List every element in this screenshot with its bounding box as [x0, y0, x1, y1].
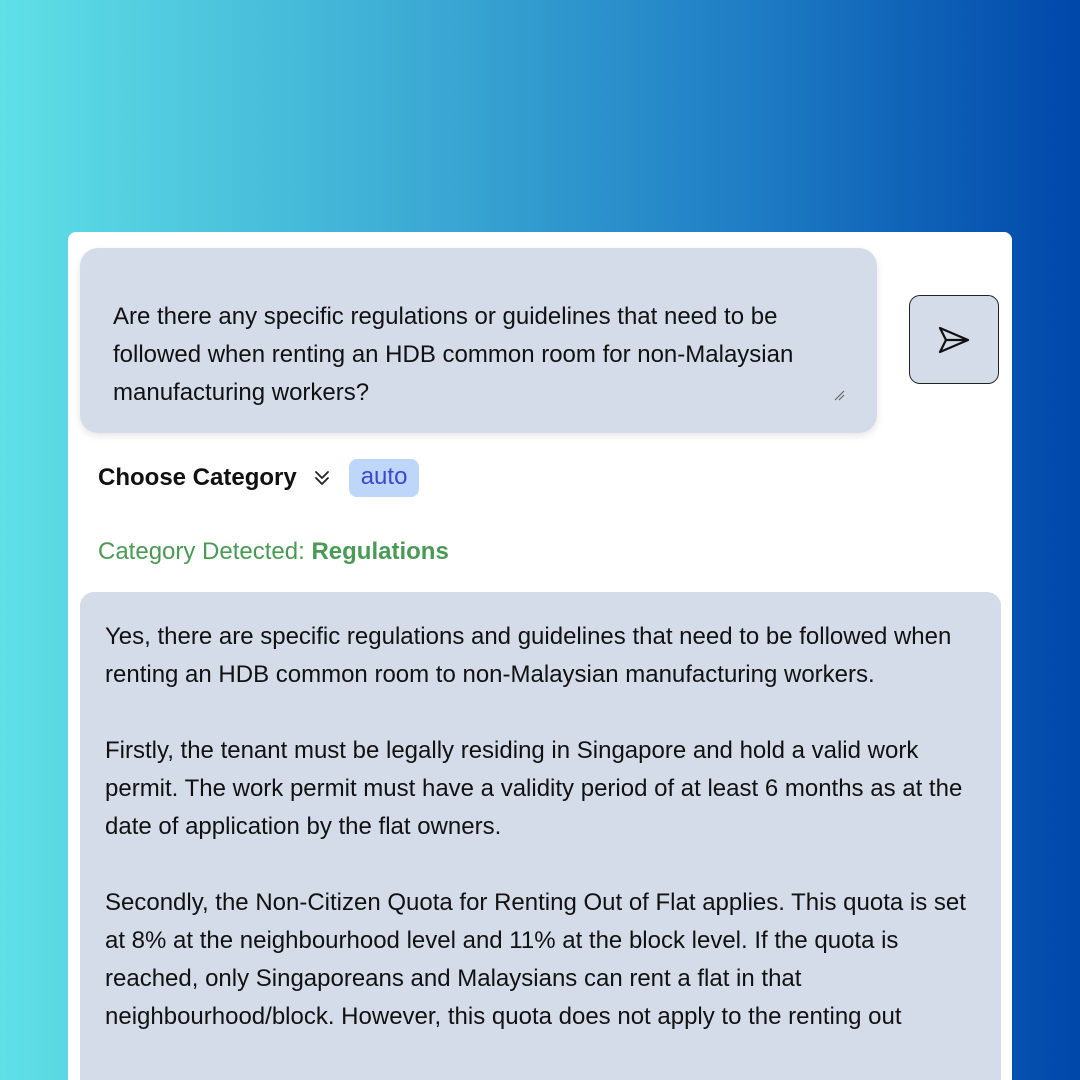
- category-detected-label: Category Detected:: [98, 538, 312, 565]
- query-text[interactable]: Are there any specific regulations or guidelines that need to be followed when renting an HDB common room for non-Malaysian manufacturing workers?: [113, 303, 800, 406]
- category-detected-value: Regulations: [311, 538, 449, 565]
- send-button[interactable]: [909, 295, 999, 384]
- category-detected: [98, 538, 449, 566]
- choose-category-label: Choose Category: [98, 464, 297, 491]
- category-select-badge[interactable]: auto: [349, 459, 420, 497]
- resize-handle-icon[interactable]: [833, 389, 845, 401]
- double-chevron-down-icon[interactable]: [311, 467, 333, 489]
- answer-paragraph: Firstly, the tenant must be legally residing in Singapore and hold a valid work permit. The work permit must have a validity period of at least 6 months as at the date of application by the flat owners.: [105, 737, 963, 840]
- query-textarea[interactable]: [80, 248, 877, 433]
- answer-paragraph: Secondly, the Non-Citizen Quota for Renting Out of Flat applies. This quota is set at 8% at the neighbourhood level and 11% at the block level. If the quota is reached, only Singaporeans and Malaysians can rent a flat in that neighbourhood/block. However, this quota does not apply to the renting out: [105, 889, 966, 1030]
- category-row: [98, 458, 419, 498]
- send-icon: [937, 325, 971, 355]
- chat-card: [68, 232, 1012, 1080]
- answer-paragraph: Yes, there are specific regulations and guidelines that need to be followed when renting an HDB common room to non-Malaysian manufacturing workers.: [105, 623, 952, 688]
- answer-panel: [80, 592, 1001, 1080]
